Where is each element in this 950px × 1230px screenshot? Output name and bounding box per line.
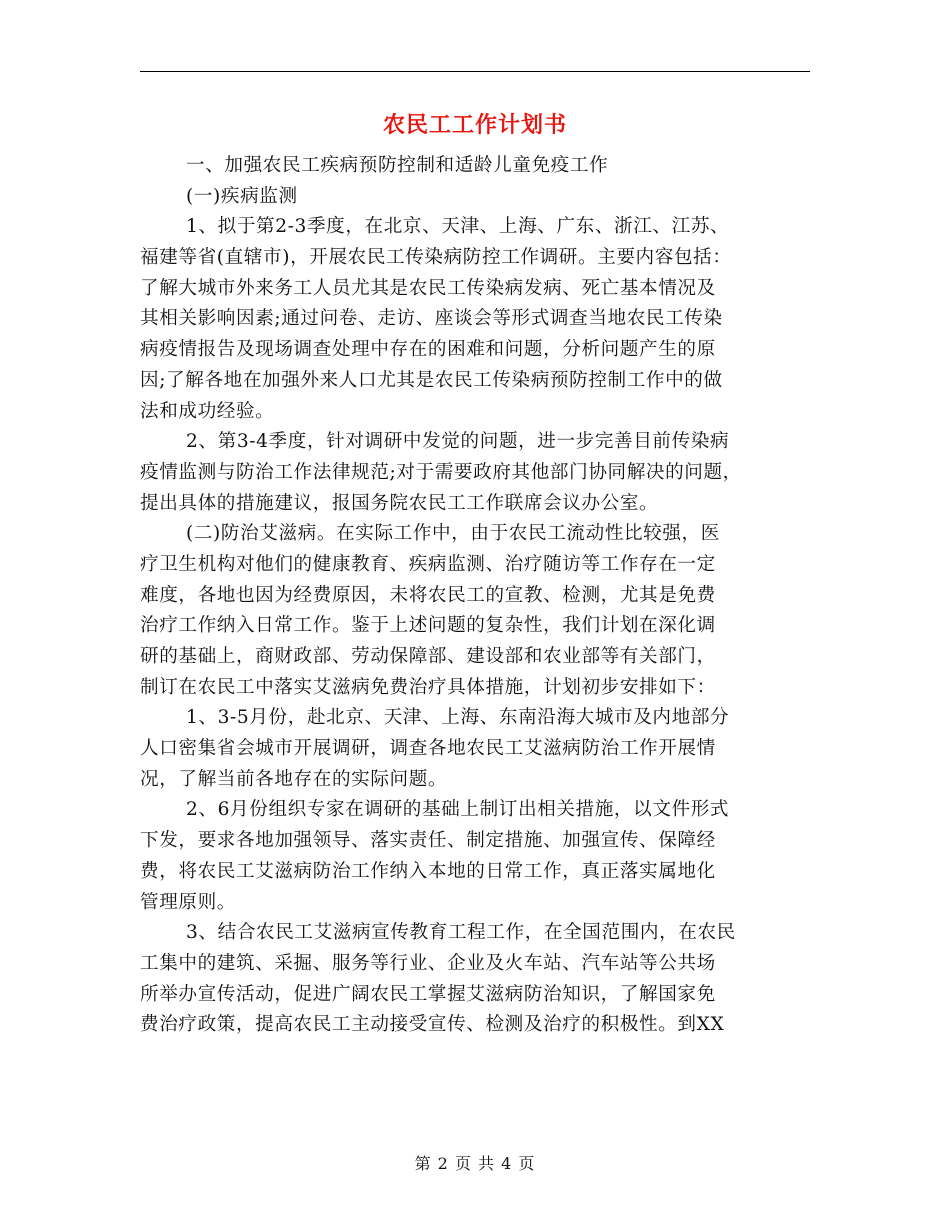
paragraph-line: 人口密集省会城市开展调研，调查各地农民工艾滋病防治工作开展情 bbox=[140, 738, 716, 760]
subsection-heading: (一)疾病监测 bbox=[186, 185, 298, 207]
paragraph-line: 研的基础上，商财政部、劳动保障部、建设部和农业部等有关部门， bbox=[140, 646, 716, 667]
paragraph-line: 1、3-5月份，赴北京、天津、上海、东南沿海大城市及内地部分 bbox=[186, 707, 730, 729]
paragraph-line: 下发，要求各地加强领导、落实责任、制定措施、加强宣传、保障经 bbox=[140, 830, 716, 852]
paragraph-line: 2、第3-4季度，针对调研中发觉的问题，进一步完善目前传染病 bbox=[186, 431, 730, 453]
paragraph-line: 提出具体的措施建议，报国务院农民工工作联席会议办公室。 bbox=[140, 492, 659, 514]
paragraph-line: 疫情监测与防治工作法律规范;对于需要政府其他部门协同解决的问题， bbox=[140, 461, 742, 483]
paragraph-line: 法和成功经验。 bbox=[140, 400, 275, 422]
paragraph-line: 制订在农民工中落实艾滋病免费治疗具体措施，计划初步安排如下： bbox=[140, 676, 716, 698]
paragraph-line: 因;了解各地在加强外来人口尤其是农民工传染病预防控制工作中的做 bbox=[140, 369, 723, 391]
paragraph-line: 管理原则。 bbox=[140, 891, 236, 913]
paragraph-line: 福建等省(直辖市)，开展农民工传染病防控工作调研。主要内容包括： bbox=[140, 247, 732, 269]
paragraph-line: 其相关影响因素;通过问卷、走访、座谈会等形式调查当地农民工传染 bbox=[140, 308, 723, 330]
paragraph-line: 2、6月份组织专家在调研的基础上制订出相关措施，以文件形式 bbox=[186, 799, 730, 821]
section-heading: 一、加强农民工疾病预防控制和适龄儿童免疫工作 bbox=[186, 155, 609, 176]
paragraph-line: 工集中的建筑、采掘、服务等行业、企业及火车站、汽车站等公共场 bbox=[140, 952, 716, 974]
document-title: 农民工工作计划书 bbox=[382, 112, 567, 138]
paragraph-line: 难度，各地也因为经费原因，未将农民工的宣教、检测，尤其是免费 bbox=[140, 584, 716, 606]
paragraph-line: 费治疗政策，提高农民工主动接受宣传、检测及治疗的积极性。到XX bbox=[140, 1014, 725, 1036]
header-rule bbox=[140, 71, 810, 72]
paragraph-line: 费，将农民工艾滋病防治工作纳入本地的日常工作，真正落实属地化 bbox=[140, 860, 716, 882]
subsection-heading: (二)防治艾滋病。在实际工作中，由于农民工流动性比较强，医 bbox=[186, 523, 720, 545]
paragraph-line: 治疗工作纳入日常工作。鉴于上述问题的复杂性，我们计划在深化调 bbox=[140, 615, 716, 637]
paragraph-line: 疗卫生机构对他们的健康教育、疾病监测、治疗随访等工作存在一定 bbox=[140, 553, 716, 575]
paragraph-line: 3、结合农民工艾滋病宣传教育工程工作，在全国范围内，在农民 bbox=[186, 922, 736, 944]
page-number: 第 2 页 共 4 页 bbox=[414, 1154, 536, 1173]
paragraph-line: 况，了解当前各地存在的实际问题。 bbox=[140, 768, 448, 790]
document-body bbox=[140, 151, 812, 1041]
paragraph-line: 所举办宣传活动，促进广阔农民工掌握艾滋病防治知识，了解国家免 bbox=[140, 983, 716, 1005]
paragraph-line: 1、拟于第2-3季度，在北京、天津、上海、广东、浙江、江苏、 bbox=[186, 216, 730, 238]
paragraph-line: 病疫情报告及现场调查处理中存在的困难和问题，分析问题产生的原 bbox=[140, 339, 716, 361]
paragraph-line: 了解大城市外来务工人员尤其是农民工传染病发病、死亡基本情况及 bbox=[140, 277, 716, 299]
